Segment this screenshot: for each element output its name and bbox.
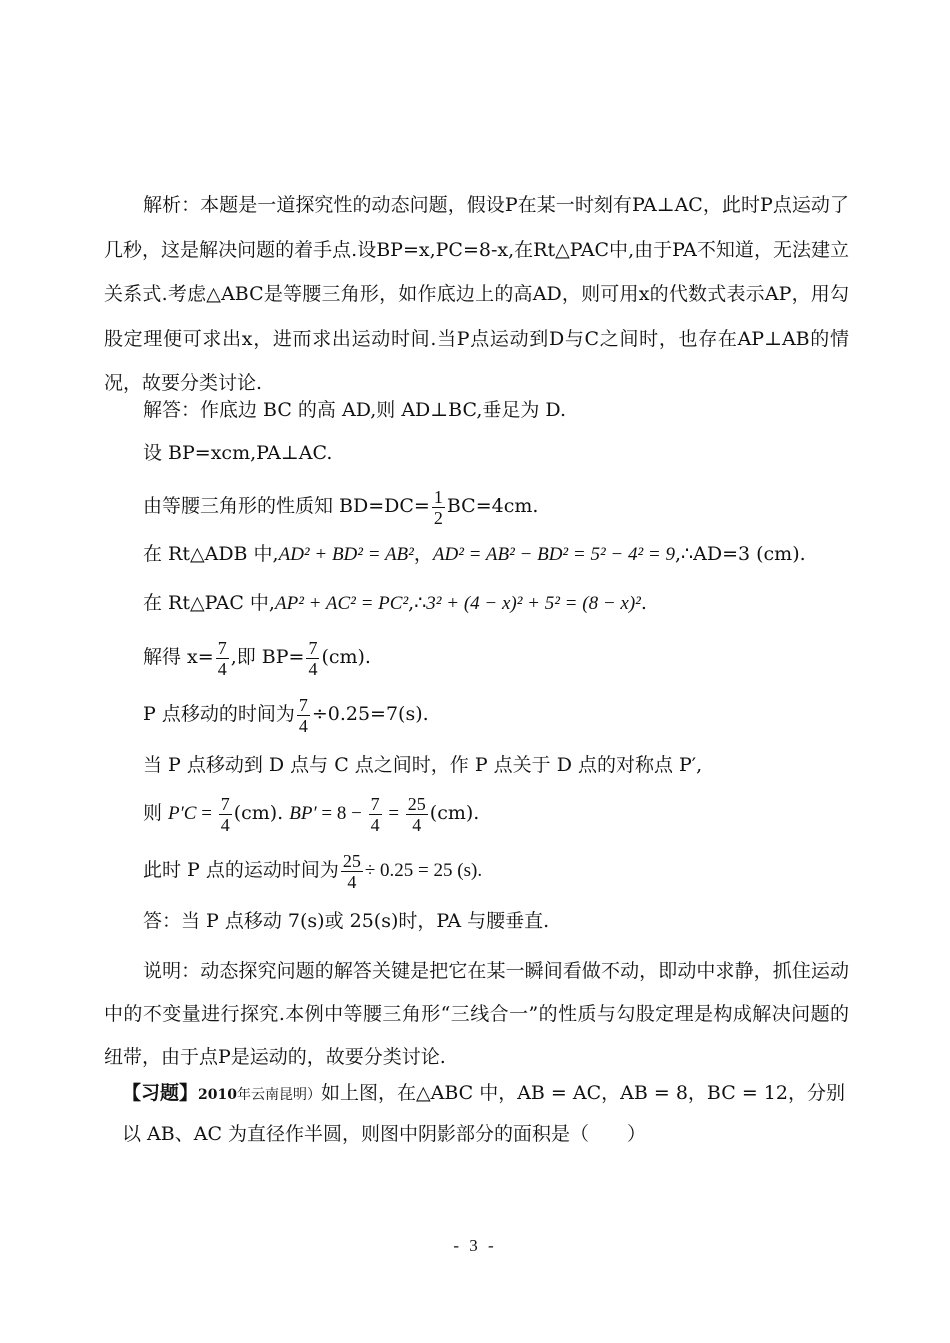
line9-mid: (cm).: [233, 802, 290, 824]
fraction-denominator: 4: [347, 871, 357, 892]
fraction-numerator: 7: [298, 694, 308, 715]
solution-line-8: 当 P 点移动到 D 点与 C 点之间时，作 P 点关于 D 点的对称点 P′,: [143, 754, 703, 776]
equation-ad-squared: AD² = AB² − BD² = 5² − 4² = 9: [432, 544, 675, 565]
fraction-25-over-4: [341, 851, 363, 892]
fraction-bp-value: [306, 638, 319, 679]
solution-line-9: [143, 793, 888, 835]
line9-pre: 则: [143, 802, 169, 824]
var-p-prime-c: P′C: [168, 803, 197, 824]
exercise-source-rest: 年云南昆明）: [236, 1087, 321, 1103]
fraction-numerator: 7: [308, 637, 318, 658]
equation-pythagoras-adb: AD² + BD² = AB²: [278, 544, 414, 565]
line9-eq2: = 8 −: [316, 803, 367, 824]
line4-sep: ，: [413, 543, 433, 565]
solution-line-6: [143, 637, 888, 679]
equation-solve-x: 3² + (4 − x)² + 5² = (8 − x)²: [426, 593, 641, 614]
fraction-denominator: 4: [298, 715, 308, 736]
fraction-p-prime-c: [219, 794, 232, 835]
exercise-source-year: 2010: [198, 1087, 237, 1103]
analysis-text: 本题是一道探究性的动态问题，假设P在某一时刻有PA⊥AC，此时P点运动了几秒，这是解决问题的着手点.设BP=x,PC=8-x,在Rt△PAC中,由于PA不知道，无法建立关系式.考虑△ABC是等腰三角形，如作底边上的高AD，则可用x的代数式表示AP，用勾股定理便可求出x，进而求出运动时间.当P点运动到D与C之间时，也存在AP⊥AB的情况，故要分类讨论.: [104, 194, 849, 394]
line6-mid: ,即 BP=: [230, 646, 305, 668]
fraction-denominator: 4: [370, 814, 380, 835]
page-number: - 3 -: [453, 1236, 497, 1255]
fraction-25-quarters: [406, 794, 428, 835]
note-paragraph: 说明：动态探究问题的解答关键是把它在某一瞬间看做不动，即动中求静，抓住运动中的不变量进行探究.本例中等腰三角形“三线合一”的性质与勾股定理是构成解决问题的纽带，由于点P是运动的，故要分类讨论.: [104, 960, 849, 1068]
solution-line-4: [143, 541, 888, 568]
solution-line-3: [143, 486, 888, 528]
exercise-label: 【习题】: [122, 1082, 199, 1104]
line6-pre: 解得 x=: [143, 646, 214, 668]
fraction-denominator: 4: [217, 658, 227, 679]
fraction-numerator: 7: [220, 793, 230, 814]
analysis-label: 解析：: [143, 194, 201, 216]
answer-line: 答：当 P 点移动 7(s)或 25(s)时，PA 与腰垂直.: [143, 910, 550, 932]
analysis-paragraph: [104, 183, 849, 406]
equation-pythagoras-pac: AP² + AC² = PC²: [274, 593, 409, 614]
line7-pre: P 点移动的时间为: [143, 703, 295, 725]
line10-pre: 此时 P 点的运动时间为: [143, 859, 339, 881]
exercise-text-1: 如上图，在△ABC 中，AB = AC，AB = 8，BC = 12，分别: [320, 1082, 845, 1104]
fraction-numerator: 1: [433, 486, 443, 507]
fraction-numerator: 25: [342, 850, 361, 871]
exercise-line-2: 以 AB、AC 为直径作半圆，则图中阴影部分的面积是（ ）: [122, 1123, 647, 1145]
line9-post: (cm).: [429, 802, 480, 824]
fraction-numerator: 7: [370, 793, 380, 814]
fraction-x-value: [216, 638, 229, 679]
exercise-line-1: [122, 1080, 849, 1108]
line4-post: ,∴AD=3 (cm).: [675, 543, 806, 565]
line3-text: 由等腰三角形的性质知 BD=DC=: [143, 495, 430, 517]
solution-line-2: 设 BP=xcm,PA⊥AC.: [143, 442, 333, 464]
solution-line-7: [143, 694, 888, 736]
solution-line-5: [143, 590, 888, 617]
line6-post: (cm).: [321, 646, 371, 668]
line5-mid: ,∴: [408, 592, 427, 614]
fraction-denominator: 4: [220, 814, 230, 835]
fraction-one-half: [432, 487, 445, 528]
fraction-denominator: 2: [433, 507, 443, 528]
fraction-denominator: 4: [308, 658, 318, 679]
line4-pre: 在 Rt△ADB 中,: [143, 543, 279, 565]
fraction-denominator: 4: [412, 814, 422, 835]
solution-line-1: 解答：作底边 BC 的高 AD,则 AD⊥BC,垂足为 D.: [143, 399, 567, 421]
fraction-numerator: 25: [407, 793, 426, 814]
line9-eq3: =: [383, 803, 404, 824]
fraction-time: [297, 695, 310, 736]
fraction-seven-quarters: [369, 794, 382, 835]
line9-eq: =: [196, 803, 217, 824]
var-bp-prime: BP′: [289, 803, 317, 824]
line3-post: BC=4cm.: [446, 495, 539, 517]
line5-pre: 在 Rt△PAC 中,: [143, 592, 275, 614]
line10-post: ÷ 0.25 = 25 (s).: [364, 860, 483, 881]
line7-post: ÷0.25=7(s).: [311, 703, 429, 725]
solution-line-10: [143, 850, 888, 892]
line5-post: .: [640, 592, 647, 614]
fraction-numerator: 7: [217, 637, 227, 658]
